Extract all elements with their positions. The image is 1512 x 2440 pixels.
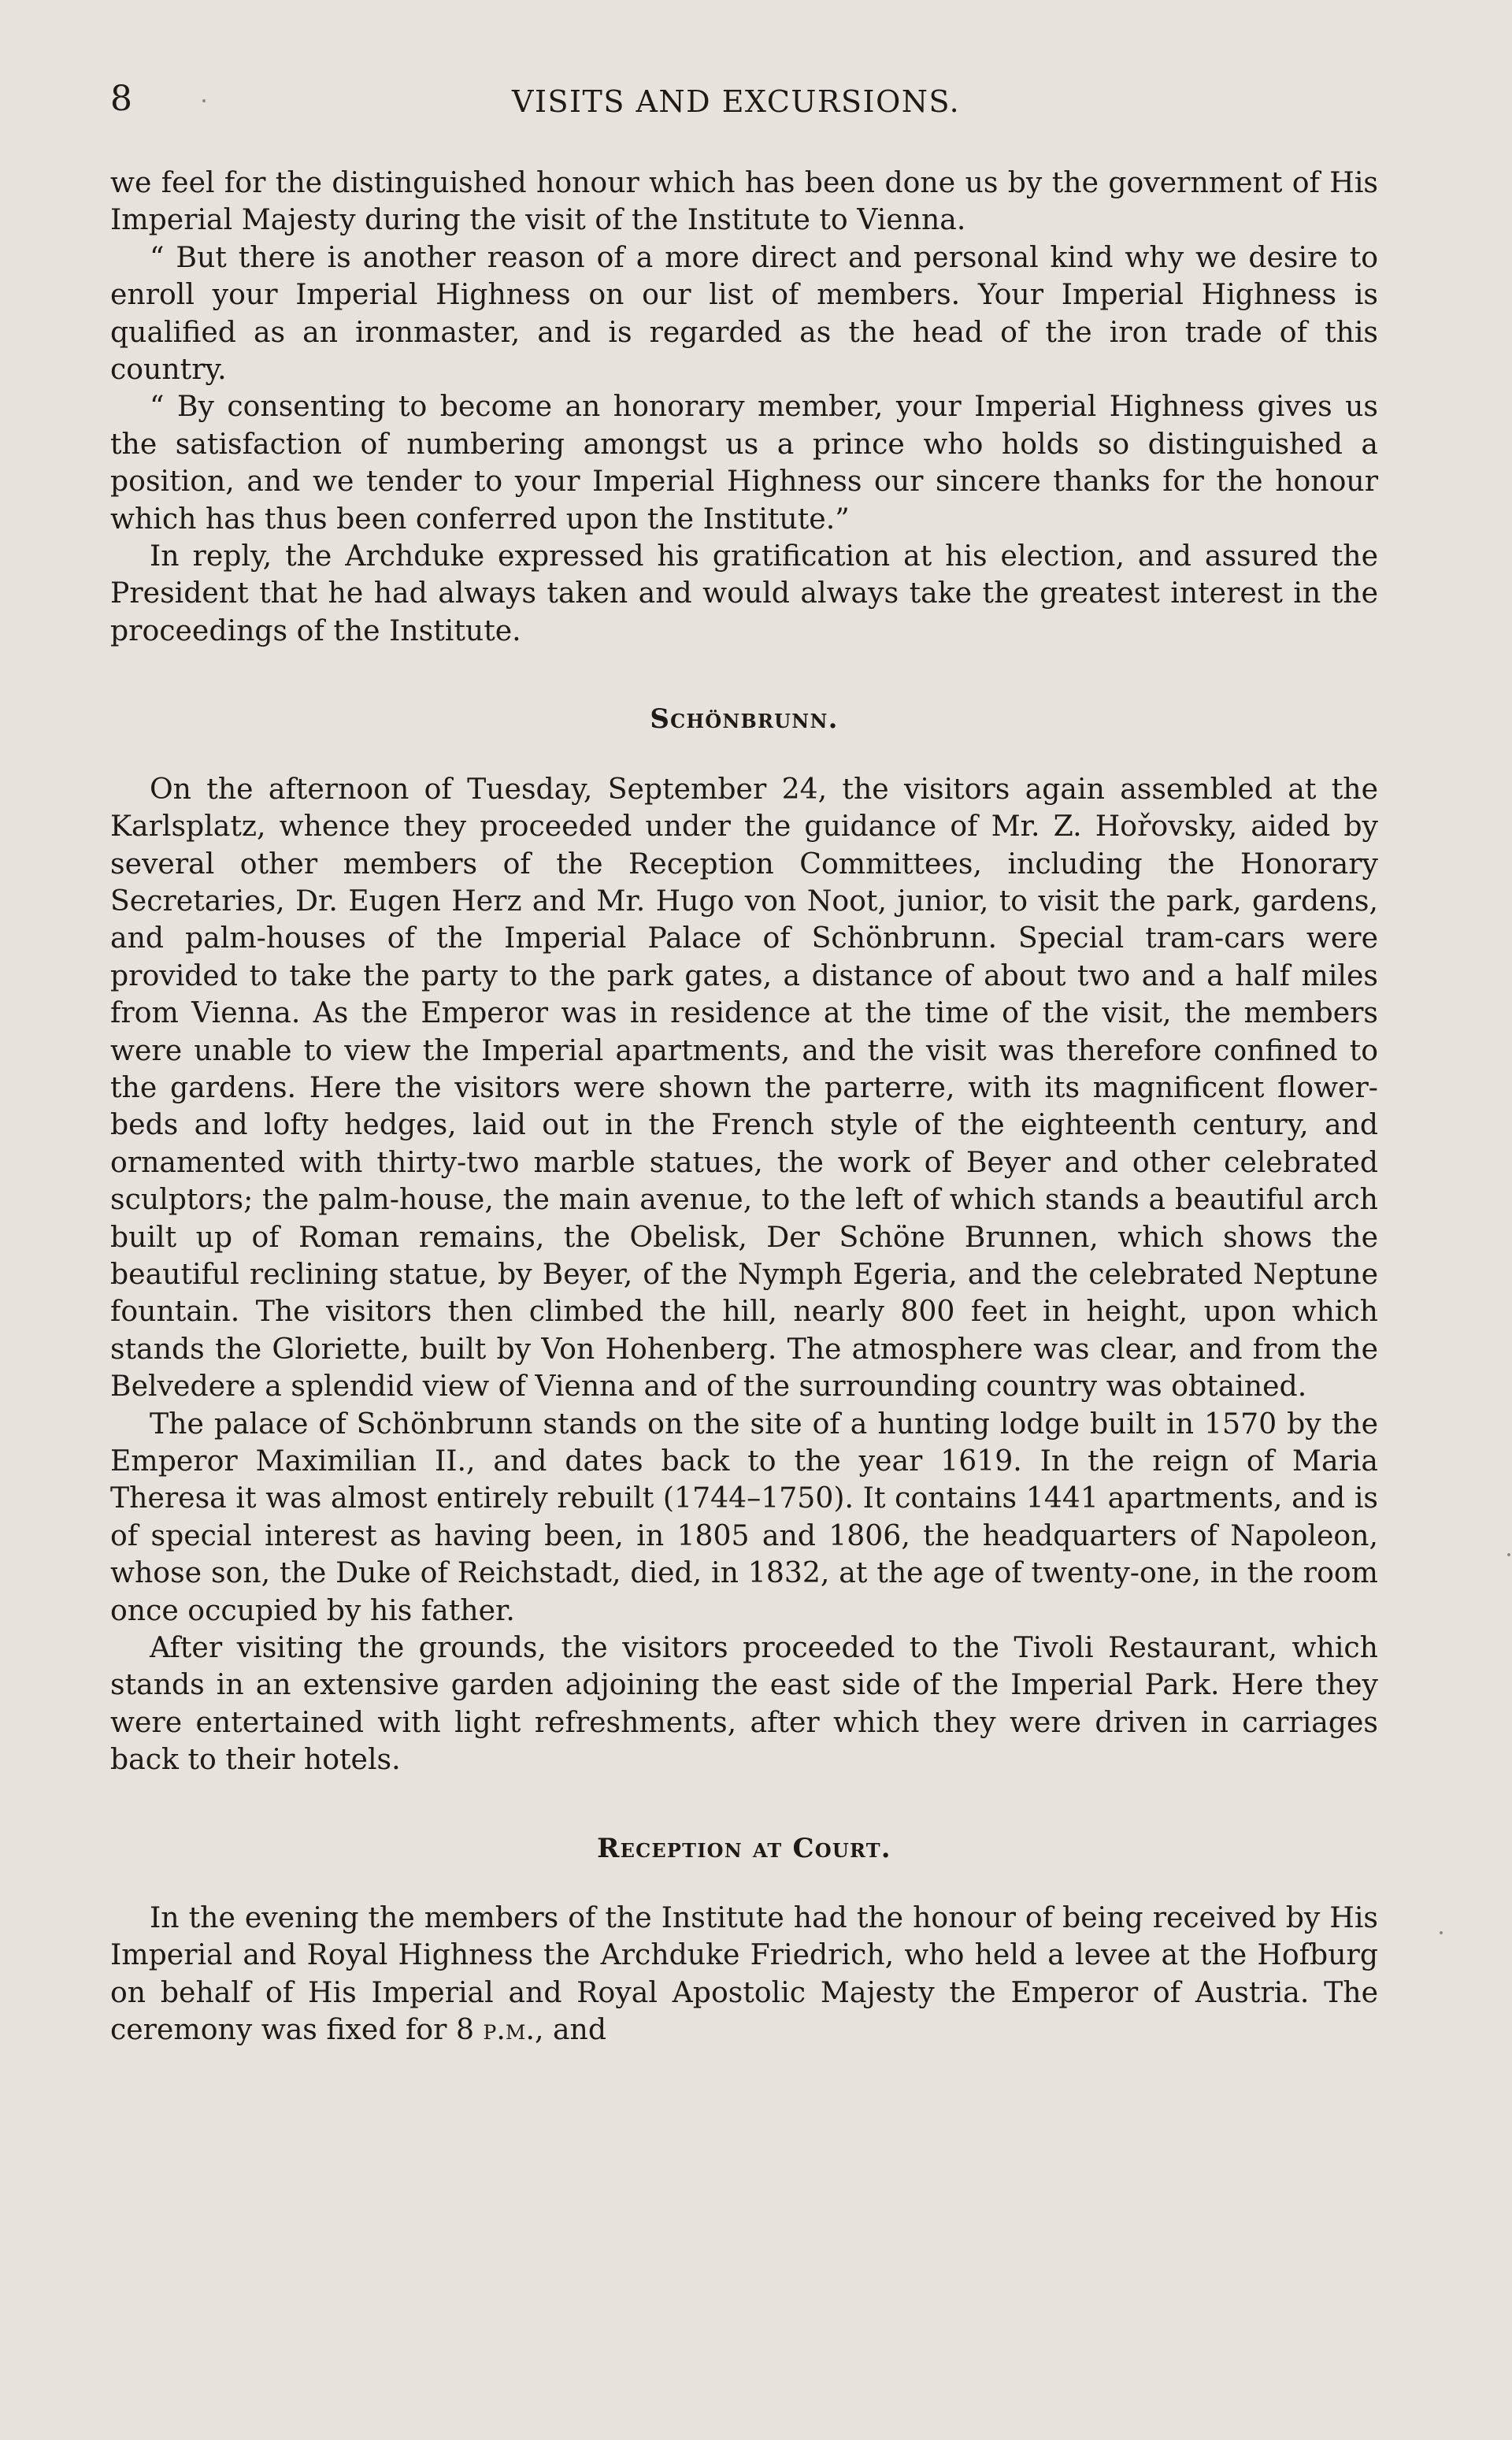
- section-heading-schonbrunn: Schönbrunn.: [650, 703, 839, 736]
- page-header: [110, 76, 1378, 131]
- paragraph-1: we feel for the distinguished honour which has been done us by the government of His Imperial Majesty during the visit of the Institute to Vienna.: [110, 165, 1378, 237]
- time-abbreviation: p.m.: [483, 2012, 535, 2047]
- reception-paragraph-start: In the evening the members of the Institute had the honour of being received by His Imperial and Royal Highness the Archduke Friedrich, who held a levee at the Hofburg on behalf of His Imperial and Royal Apostolic Majesty the Emperor of Austria. The ceremony was fixed for 8: [110, 1900, 1378, 2047]
- body-text: [110, 164, 1378, 2049]
- section-heading-reception: Reception at Court.: [597, 1832, 891, 1864]
- paper-speck: [1440, 1931, 1443, 1934]
- paper-speck: [202, 99, 206, 102]
- paragraph-2: “ But there is another reason of a more direct and personal kind why we desire to enroll your Imperial Highness on our list of members. Your Imperial Highness is qualified as an ironmaster, and is regarded as the head of the iron trade of this country.: [110, 239, 1378, 387]
- schonbrunn-paragraph-2: The palace of Schönbrunn stands on the site of a hunting lodge built in 1570 by the Emperor Maximilian II., and dates back to the year 1619. In the reign of Maria Theresa it was almost entirely rebuilt (1744–1750). It contains 1441 apartments, and is of special interest as having been, in 1805 and 1806, the headquarters of Napoleon, whose son, the Duke of Reichstadt, died, in 1832, at the age of twenty-one, in the room once occupied by his father.: [110, 1406, 1378, 1627]
- paragraph-4: In reply, the Archduke expressed his gratification at his election, and assured the President that he had always taken and would always take the greatest interest in the proceedings of the Institute.: [110, 539, 1378, 647]
- running-title: VISITS AND EXCURSIONS.: [512, 84, 961, 119]
- paper-speck: [1507, 1553, 1510, 1556]
- reception-paragraph-end: , and: [534, 2012, 607, 2047]
- schonbrunn-paragraph-3: After visiting the grounds, the visitors proceeded to the Tivoli Restaurant, which stands in an extensive garden adjoining the east side of the Imperial Park. Here they were entertained with light refreshments, after which they were driven in carriages back to their hotels.: [110, 1630, 1378, 1777]
- reception-paragraph: [110, 1899, 1378, 2049]
- page-number: 8: [110, 79, 132, 119]
- paragraph-3: “ By consenting to become an honorary member, your Imperial Highness gives us the satisfaction of numbering amongst us a prince who holds so distinguished a position, and we tender to your Imperial Highness our sincere thanks for the honour which has thus been conferred upon the Institute.”: [110, 389, 1378, 536]
- schonbrunn-paragraph-1: On the afternoon of Tuesday, September 24, the visitors again assembled at the Karlsplatz, whence they proceeded under the guidance of Mr. Z. Hořovsky, aided by several other members of the Reception Committees, including the Honorary Secretaries, Dr. Eugen Herz and Mr. Hugo von Noot, junior, to visit the park, gardens, and palm-houses of the Imperial Palace of Schönbrunn. Special tram-cars were provided to take the party to the park gates, a distance of about two and a half miles from Vienna. As the Emperor was in residence at the time of the visit, the members were unable to view the Imperial apartments, and the visit was therefore confined to the gardens. Here the visitors were shown the parterre, with its magnificent flower-beds and lofty hedges, laid out in the French style of the eighteenth century, and ornamented with thirty-two marble statues, the work of Beyer and other celebrated sculptors; the palm-house, the main avenue, to the left of which stands a beautiful arch built up of Roman remains, the Obelisk, Der Schöne Brunnen, which shows the beautiful reclining statue, by Beyer, of the Nymph Egeria, and the celebrated Neptune fountain. The visitors then climbed the hill, nearly 800 feet in height, upon which stands the Gloriette, built by Von Hohenberg. The atmosphere was clear, and from the Belvedere a splendid view of Vienna and of the surrounding country was obtained.: [110, 771, 1378, 1404]
